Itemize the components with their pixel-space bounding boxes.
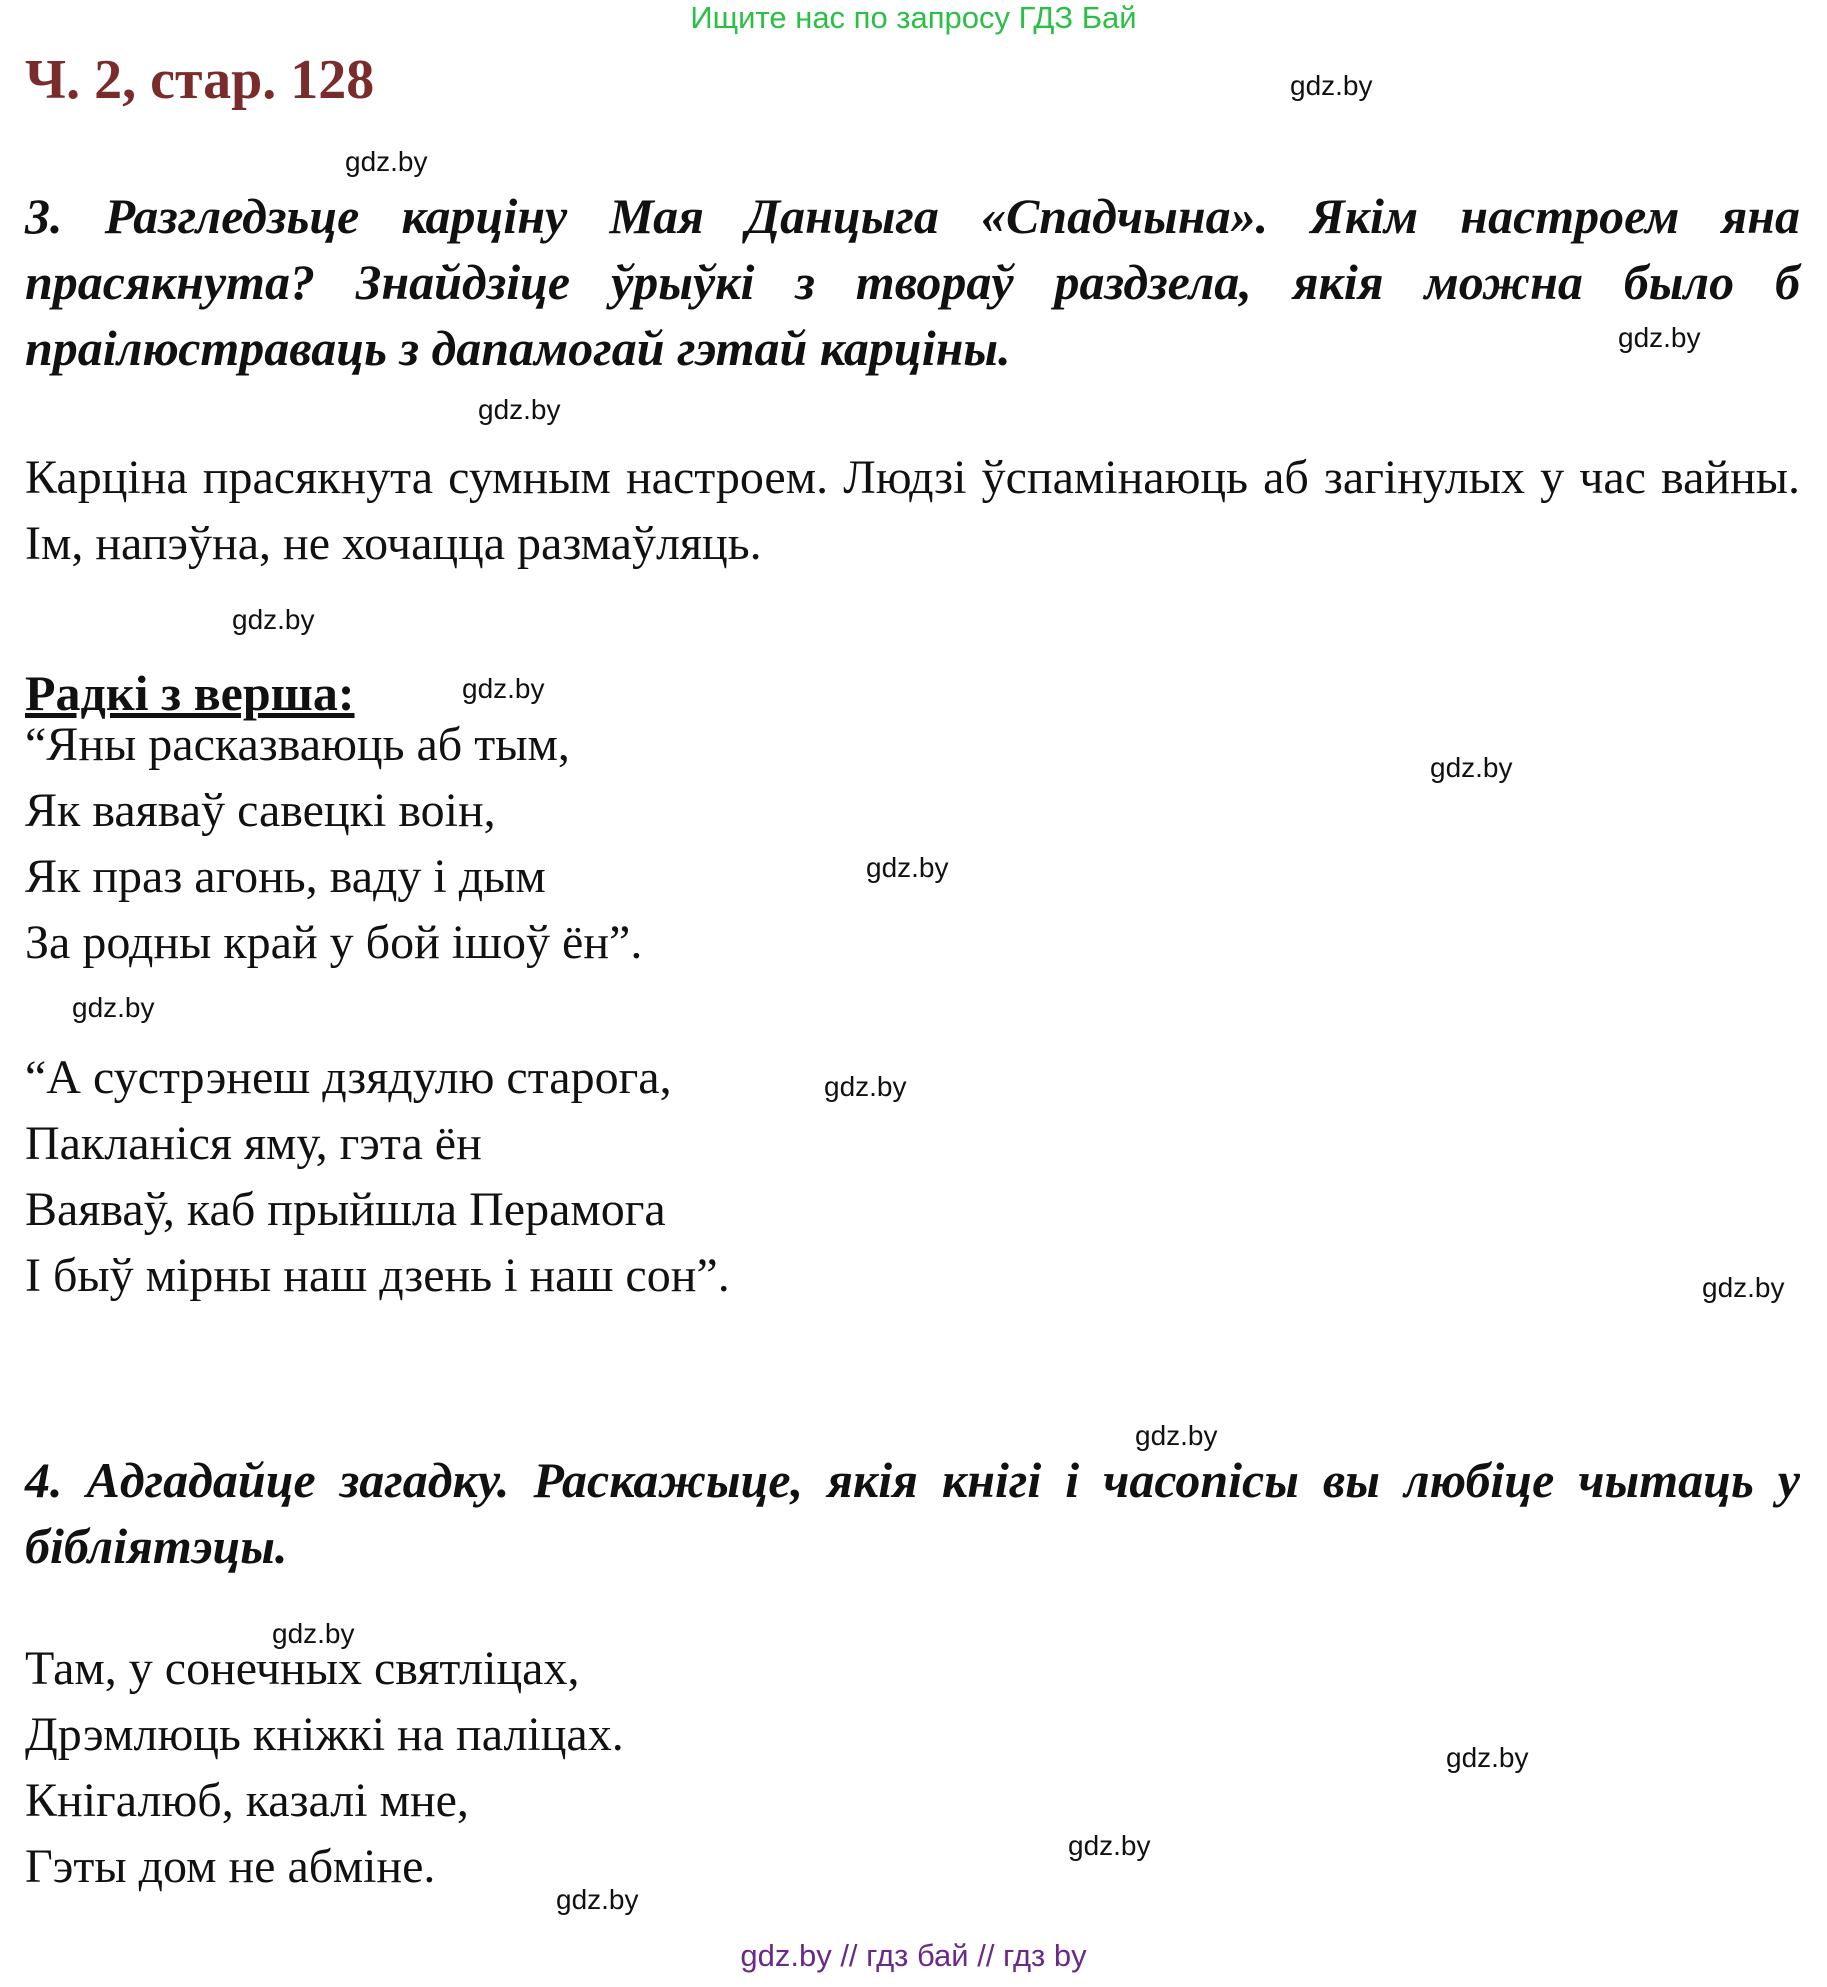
watermark: gdz.by — [1446, 1742, 1529, 1773]
watermark: gdz.by — [1430, 752, 1513, 783]
task-3-text: 3. Разгледзьце карціну Мая Данцыга «Спадчына». Якім настроем яна прасякнута? Знайдзіце ўрыўкі з твораў раздзела, якія можна было б праілюстраваць з дапамогай гэтай карціны. — [25, 188, 1800, 376]
watermark: gdz.by — [462, 673, 545, 704]
task-3-answer: Карціна прасякнута сумным настроем. Людзі ўспамінаюць аб загінулых у час вайны. Ім, напэўна, не хочацца размаўляць. — [25, 451, 1800, 570]
watermark: gdz.by — [232, 604, 315, 635]
stanza-1-line: Як ваяваў савецкі воін, — [25, 784, 496, 837]
watermark: gdz.by — [1135, 1420, 1218, 1451]
riddle-line: Кнігалюб, казалі мне, — [25, 1774, 469, 1827]
stanza-1-line: Як праз агонь, ваду і дым — [25, 850, 546, 903]
stanza-1-line: “Яны расказваюць аб тым, — [25, 718, 570, 771]
watermark: gdz.by — [866, 852, 949, 883]
stanza-2-line: Ваяваў, каб прыйшла Перамога — [25, 1183, 666, 1236]
top-banner: Ищите нас по запросу ГДЗ Бай — [690, 0, 1137, 35]
footer-links: gdz.by // гдз бай // гдз by — [740, 1938, 1087, 1973]
watermark: gdz.by — [1702, 1272, 1785, 1303]
stanza-2-line: І быў мірны наш дзень і наш сон”. — [25, 1249, 730, 1302]
watermark: gdz.by — [345, 146, 428, 177]
watermark: gdz.by — [556, 1884, 639, 1915]
task-4-text: 4. Адгадайце загадку. Раскажыце, якія кнігі і часопісы вы любіце чытаць у бібліятэцы. — [25, 1452, 1800, 1574]
riddle-line: Дрэмлюць кніжкі на паліцах. — [25, 1708, 624, 1761]
watermark: gdz.by — [72, 992, 155, 1023]
watermark: gdz.by — [824, 1071, 907, 1102]
watermark: gdz.by — [1068, 1830, 1151, 1861]
riddle-line: Гэты дом не абміне. — [25, 1840, 436, 1893]
riddle-line: Там, у сонечных святліцах, — [25, 1642, 580, 1695]
page-title: Ч. 2, стар. 128 — [25, 49, 375, 111]
watermark: gdz.by — [1618, 322, 1701, 353]
stanza-2-line: “А сустрэнеш дзядулю старога, — [25, 1051, 672, 1104]
verse-heading: Радкі з верша: — [25, 665, 355, 721]
watermark: gdz.by — [1290, 70, 1373, 101]
stanza-2-line: Пакланіся яму, гэта ён — [25, 1117, 482, 1170]
watermark: gdz.by — [272, 1618, 355, 1649]
stanza-1-line: За родны край у бой ішоў ён”. — [25, 916, 643, 969]
watermark: gdz.by — [478, 394, 561, 425]
